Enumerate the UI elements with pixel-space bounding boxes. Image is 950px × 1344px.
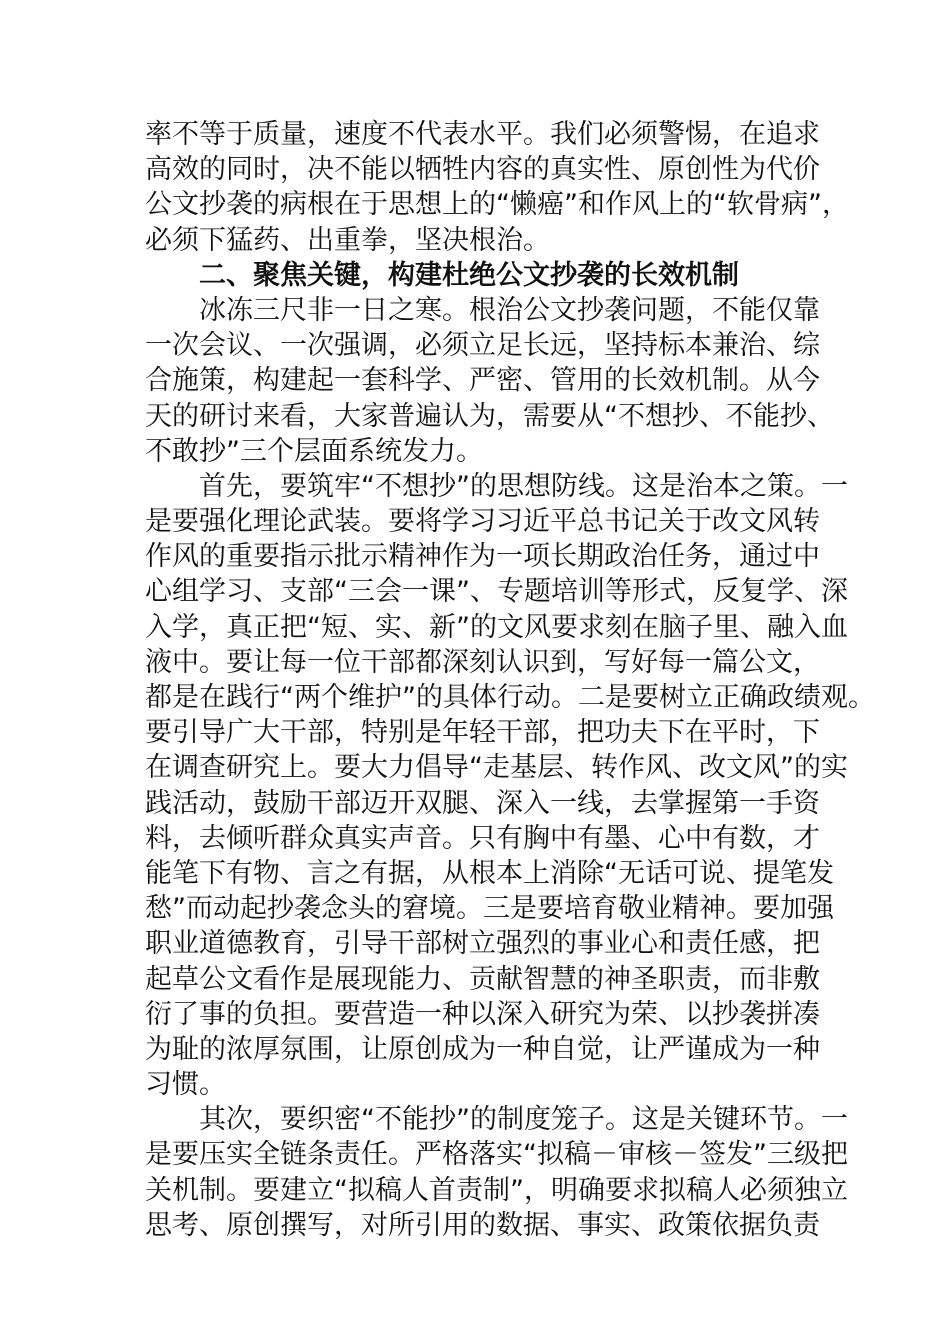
text-line: 能笔下有物、言之有据，从根本上消除“无话可说、提笔发 <box>145 857 834 889</box>
text-line: 天的研讨来看，大家普遍认为，需要从“不想抄、不能抄、 <box>145 400 834 432</box>
text-line: 愁”而动起抄袭念头的窘境。三是要培育敬业精神。要加强 <box>145 893 834 925</box>
text-line: 不敢抄”三个层面系统发力。 <box>145 435 483 467</box>
paragraph-first <box>145 469 875 1102</box>
text-line: 公文抄袭的病根在于思想上的“懒癌”和作风上的“软骨病”， <box>145 189 849 221</box>
text-line: 关机制。要建立“拟稿人首责制”，明确要求拟稿人必须独立 <box>145 1174 848 1206</box>
text-line: 要引导广大干部，特别是年轻干部，把功夫下在平时，下 <box>145 717 820 749</box>
text-line: 冰冻三尺非一日之寒。根治公文抄袭问题，不能仅靠 <box>199 294 820 326</box>
text-line: 习惯。 <box>145 1069 226 1101</box>
text-line: 是要强化理论武装。要将学习习近平总书记关于改文风转 <box>145 506 820 538</box>
paragraph-intro <box>145 293 834 469</box>
text-line: 入学，真正把“短、实、新”的文风要求刻在脑子里、融入血 <box>145 611 848 643</box>
text-line: 首先，要筑牢“不想抄”的思想防线。这是治本之策。一 <box>199 470 848 502</box>
text-line: 合施策，构建起一套科学、严密、管用的长效机制。从今 <box>145 365 820 397</box>
text-line: 高效的同时，决不能以牺牲内容的真实性、原创性为代价 <box>145 154 820 186</box>
section-heading <box>145 258 815 293</box>
text-line: 液中。要让每一位干部都深刻认识到，写好每一篇公文， <box>145 646 820 678</box>
text-line: 作风的重要指示批示精神作为一项长期政治任务，通过中 <box>145 541 820 573</box>
text-line: 必须下猛药、出重拳，坚决根治。 <box>145 224 550 256</box>
text-line: 是要压实全链条责任。严格落实“拟稿－审核－签发”三级把 <box>145 1139 848 1171</box>
text-line: 思考、原创撰写，对所引用的数据、事实、政策依据负责 <box>145 1209 820 1241</box>
text-line: 心组学习、支部“三会一课”、专题培训等形式，反复学、深 <box>145 576 848 608</box>
text-line: 起草公文看作是展现能力、贡献智慧的神圣职责，而非敷 <box>145 963 820 995</box>
text-line: 职业道德教育，引导干部树立强烈的事业心和责任感，把 <box>145 928 820 960</box>
text-line: 一次会议、一次强调，必须立足长远，坚持标本兼治、综 <box>145 330 820 362</box>
text-line: 料，去倾听群众真实声音。只有胸中有墨、心中有数，才 <box>145 822 820 854</box>
text-line: 都是在践行“两个维护”的具体行动。二是要树立正确政绩观。 <box>145 682 875 713</box>
paragraph-continuation <box>145 117 849 258</box>
text-line: 衍了事的负担。要营造一种以深入研究为荣、以抄袭拼凑 <box>145 998 820 1030</box>
paragraph-second <box>145 1102 848 1243</box>
text-line: 为耻的浓厚氛围，让原创成为一种自觉，让严谨成为一种 <box>145 1033 820 1065</box>
text-line: 率不等于质量，速度不代表水平。我们必须警惕，在追求 <box>145 119 820 150</box>
document-body <box>145 117 875 1243</box>
text-line: 二、聚焦关键，构建杜绝公文抄袭的长效机制 <box>199 259 739 291</box>
text-line: 在调查研究上。要大力倡导“走基层、转作风、改文风”的实 <box>145 752 848 784</box>
text-line: 其次，要织密“不能抄”的制度笼子。这是关键环节。一 <box>199 1104 848 1136</box>
text-line: 践活动，鼓励干部迈开双腿、深入一线，去掌握第一手资 <box>145 787 820 819</box>
